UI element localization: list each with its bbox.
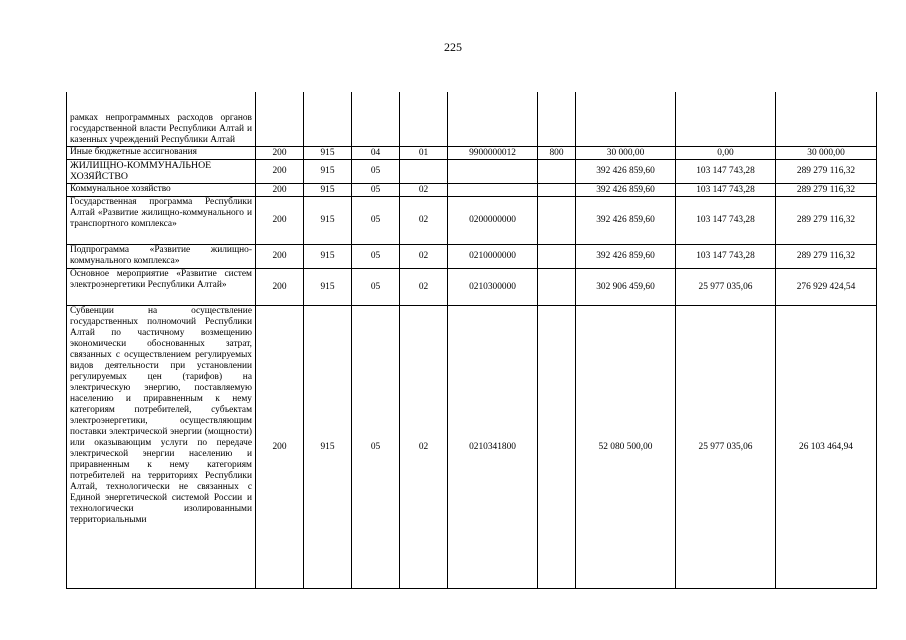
cell-c1: 200: [256, 147, 304, 160]
row-name: ЖИЛИЩНО-КОММУНАЛЬНОЕ ХОЗЯЙСТВО: [67, 160, 256, 184]
table-row: [67, 306, 877, 589]
cell-c7: 302 906 459,60: [576, 269, 676, 306]
row-name: Подпрограмма «Развитие жилищно-коммунального комплекса»: [67, 245, 256, 269]
cell-c9: 289 279 116,32: [776, 160, 877, 184]
cell-c5: [448, 184, 538, 197]
cell-c5: [448, 92, 538, 147]
cell-c6: [538, 245, 576, 269]
cell-c1: 200: [256, 184, 304, 197]
cell-c9: 276 929 424,54: [776, 269, 877, 306]
table-row: [67, 269, 877, 306]
cell-c2: 915: [304, 306, 352, 589]
cell-c4: 01: [400, 147, 448, 160]
cell-c3: 05: [352, 245, 400, 269]
cell-c9: [776, 92, 877, 147]
cell-c6: [538, 197, 576, 245]
cell-c2: 915: [304, 147, 352, 160]
table-row: [67, 147, 877, 160]
cell-c3: 04: [352, 147, 400, 160]
cell-c3: 05: [352, 184, 400, 197]
row-name: Субвенции на осуществление государственных полномочий Республики Алтай по частичному возмещению экономически обоснованных затрат, связанных с осуществлением регулируемых видов деятельности при установлении регулируемых цен (тарифов) на электрическую энергию, поставляемую населению и приравненным к нему категориям потребителей, субъектам электроэнергетики, осуществляющим поставки электрической энергии (мощности) или оказывающим услуги по передаче электрической энергии населению и приравненным к нему категориям потребителей на территориях Республики Алтай, технологически не связанных с Единой энергетической системой России и технологически изолированными территориальными: [67, 306, 256, 589]
cell-c8: 25 977 035,06: [676, 269, 776, 306]
cell-c8: 103 147 743,28: [676, 245, 776, 269]
cell-c8: 25 977 035,06: [676, 306, 776, 589]
cell-c3: 05: [352, 197, 400, 245]
cell-c7: [576, 92, 676, 147]
cell-c6: [538, 92, 576, 147]
cell-c7: 392 426 859,60: [576, 245, 676, 269]
cell-c9: 289 279 116,32: [776, 245, 877, 269]
budget-table: [66, 92, 877, 589]
cell-c6: [538, 184, 576, 197]
cell-c2: 915: [304, 197, 352, 245]
table-row: [67, 160, 877, 184]
table-row: [67, 92, 877, 147]
cell-c8: 103 147 743,28: [676, 197, 776, 245]
cell-c5: 0210341800: [448, 306, 538, 589]
cell-c2: [304, 92, 352, 147]
cell-c4: [400, 92, 448, 147]
page-number: 225: [444, 40, 462, 54]
table-row: [67, 245, 877, 269]
cell-c4: 02: [400, 197, 448, 245]
cell-c4: 02: [400, 269, 448, 306]
cell-c4: 02: [400, 306, 448, 589]
cell-c7: 392 426 859,60: [576, 184, 676, 197]
cell-c3: 05: [352, 160, 400, 184]
cell-c1: 200: [256, 197, 304, 245]
cell-c5: 9900000012: [448, 147, 538, 160]
cell-c8: 103 147 743,28: [676, 184, 776, 197]
cell-c7: 52 080 500,00: [576, 306, 676, 589]
row-name: Основное мероприятие «Развитие систем электроэнергетики Республики Алтай»: [67, 269, 256, 306]
cell-c9: 289 279 116,32: [776, 184, 877, 197]
cell-c3: [352, 92, 400, 147]
cell-c7: 30 000,00: [576, 147, 676, 160]
cell-c9: 26 103 464,94: [776, 306, 877, 589]
cell-c1: 200: [256, 245, 304, 269]
cell-c4: 02: [400, 245, 448, 269]
cell-c4: [400, 160, 448, 184]
cell-c9: 289 279 116,32: [776, 197, 877, 245]
cell-c5: 0210000000: [448, 245, 538, 269]
cell-c8: [676, 92, 776, 147]
table-row: [67, 184, 877, 197]
cell-c1: 200: [256, 160, 304, 184]
table-row: [67, 197, 877, 245]
cell-c6: [538, 306, 576, 589]
cell-c9: 30 000,00: [776, 147, 877, 160]
cell-c6: 800: [538, 147, 576, 160]
row-name: Иные бюджетные ассигнования: [67, 147, 256, 160]
row-name: Государственная программа Республики Алтай «Развитие жилищно-коммунального и транспортного комплекса»: [67, 197, 256, 245]
cell-c6: [538, 160, 576, 184]
cell-c7: 392 426 859,60: [576, 160, 676, 184]
row-name: Коммунальное хозяйство: [67, 184, 256, 197]
row-name: рамках непрограммных расходов органов государственной власти Республики Алтай и казенных учреждений Республики Алтай: [67, 92, 256, 147]
cell-c2: 915: [304, 184, 352, 197]
cell-c2: 915: [304, 160, 352, 184]
cell-c2: 915: [304, 245, 352, 269]
cell-c3: 05: [352, 269, 400, 306]
cell-c8: 103 147 743,28: [676, 160, 776, 184]
cell-c3: 05: [352, 306, 400, 589]
cell-c1: [256, 92, 304, 147]
cell-c6: [538, 269, 576, 306]
cell-c5: 0200000000: [448, 197, 538, 245]
cell-c5: 0210300000: [448, 269, 538, 306]
cell-c5: [448, 160, 538, 184]
cell-c1: 200: [256, 306, 304, 589]
cell-c2: 915: [304, 269, 352, 306]
cell-c8: 0,00: [676, 147, 776, 160]
cell-c4: 02: [400, 184, 448, 197]
cell-c1: 200: [256, 269, 304, 306]
cell-c7: 392 426 859,60: [576, 197, 676, 245]
